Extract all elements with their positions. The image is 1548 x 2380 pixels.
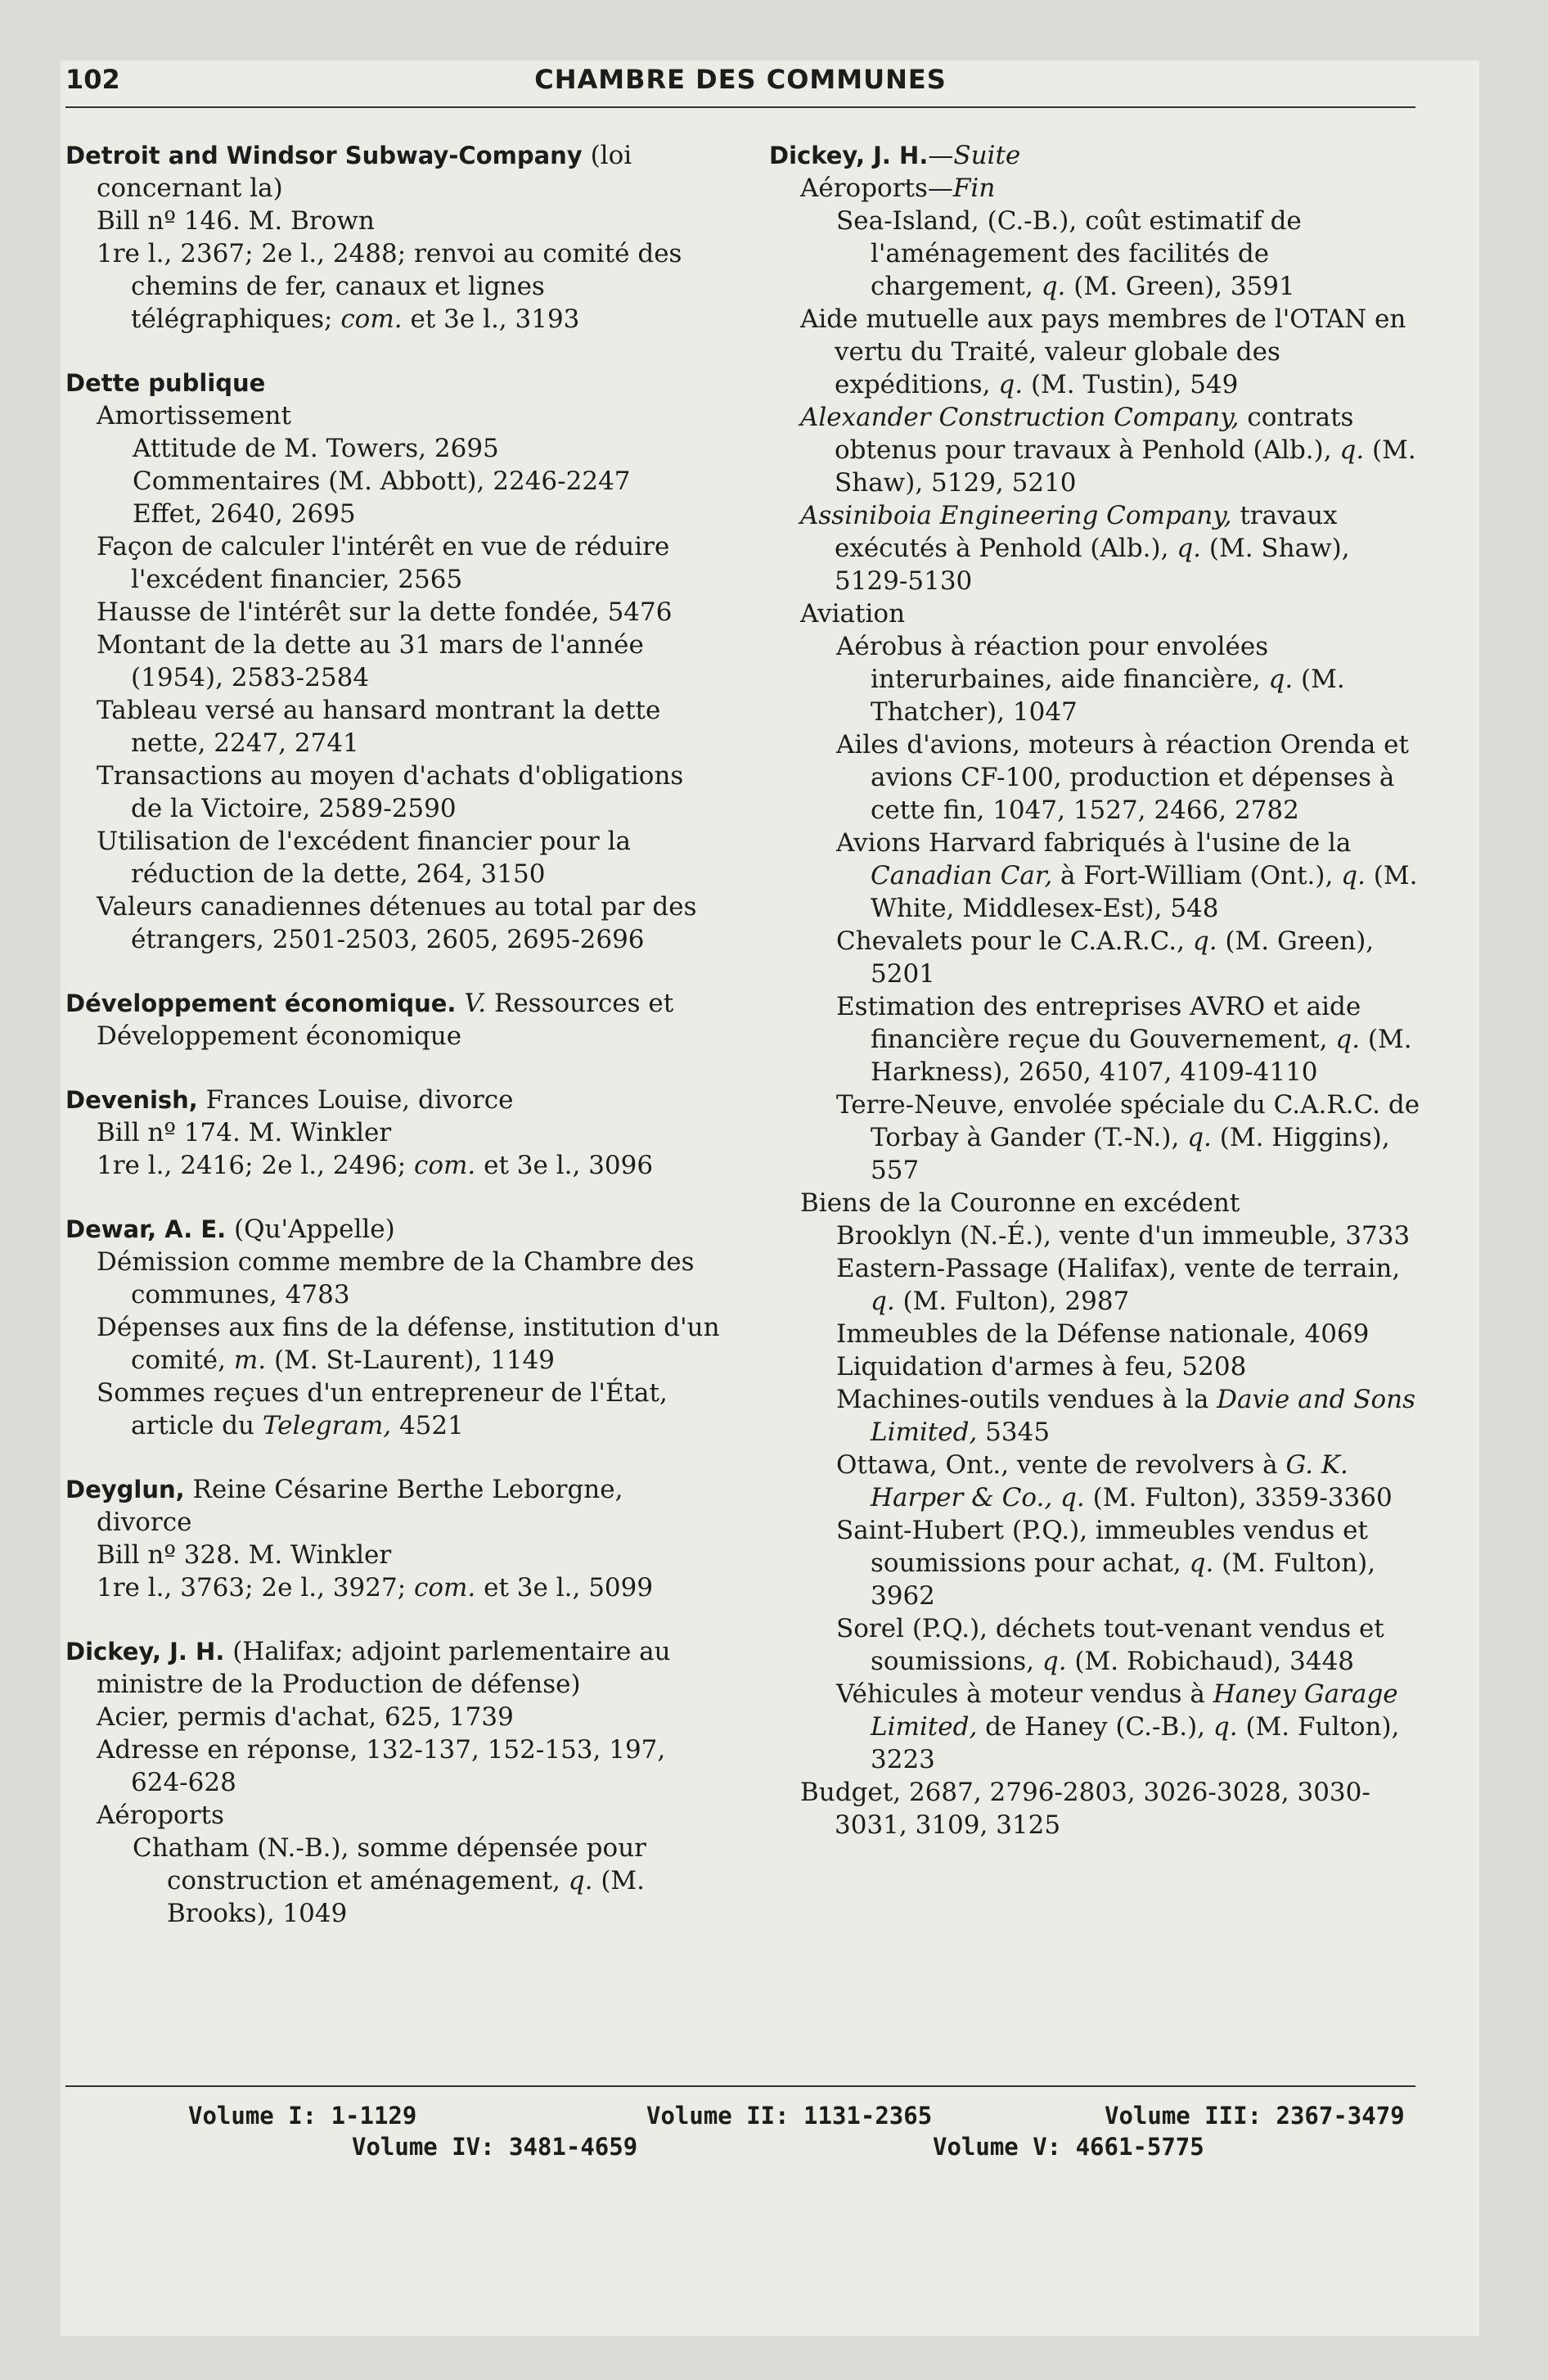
running-title: CHAMBRE DES COMMUNES [534,64,947,95]
entry-dickey [65,1635,720,1930]
entry-heading-line: Développement économique. V. Ressources et Développement économique [65,989,674,1051]
entry-heading-line: Dickey, J. H. (Halifax; adjoint parlementaire au ministre de la Production de défense) [65,1637,671,1699]
bill-line: Bill nº 174. M. Winkler [97,1118,392,1147]
list-item: Adresse en réponse, 132-137, 152-153, 197, 624-628 [97,1735,666,1797]
volume-range: Volume V: 4661-5775 [933,2133,1204,2161]
readings-line: 1re l., 3763; 2e l., 3927; com. et 3e l., 5099 [97,1573,654,1602]
sub-item: Chatham (N.-B.), somme dépensée pour construction et aménagement, q. (M. Brooks), 1049 [133,1833,646,1928]
header-rule [65,106,1415,108]
sub-item: Véhicules à moteur vendus à Haney Garage Limited, de Haney (C.-B.), q. (M. Fulton), 3223 [836,1679,1400,1774]
volume-range: Volume II: 1131-2365 [646,2102,933,2130]
sub-item: Brooklyn (N.-É.), vente d'un immeuble, 3733 [836,1221,1411,1251]
entry-deyglun [65,1473,720,1604]
volume-range: Volume I: 1-1129 [188,2102,417,2130]
footer-rule [65,2085,1415,2087]
entry-heading: Dewar, A. E. [65,1215,227,1243]
entry-heading-line [65,367,720,399]
entry-heading: Dette publique [65,369,266,397]
entry-developpement [65,987,720,1053]
volume-range: Volume IV: 3481-4659 [352,2133,638,2161]
list-item: Budget, 2687, 2796-2803, 3026-3028, 3030-3031, 3109, 3125 [800,1778,1370,1840]
subheading: Aviation [800,599,906,629]
list-item: Valeurs canadiennes détenues au total par des étrangers, 2501-2503, 2605, 2695-2696 [97,892,697,954]
sub-item: Chevalets pour le C.A.R.C., q. (M. Green), 5201 [836,926,1375,989]
page-number: 102 [65,64,120,95]
list-item: Assiniboia Engineering Company, travaux exécutés à Penhold (Alb.), q. (M. Shaw), 5129-5130 [800,501,1350,596]
list-item: Alexander Construction Company, contrats obtenus pour travaux à Penhold (Alb.), q. (M. Shaw), 5129, 5210 [800,403,1416,498]
entry-dewar [65,1213,720,1442]
list-item: Façon de calculer l'intérêt en vue de réduire l'excédent financier, 2565 [97,532,670,594]
right-column [769,139,1424,1841]
sub-item: Eastern-Passage (Halifax), vente de terrain, q. (M. Fulton), 2987 [836,1254,1401,1316]
subheading: Biens de la Couronne en excédent [800,1188,1240,1218]
entry-heading: Développement économique. [65,989,457,1017]
entry-heading-line: Devenish, Frances Louise, divorce [65,1085,514,1115]
list-item: Sommes reçues d'un entrepreneur de l'État, article du Telegram, 4521 [97,1378,668,1440]
list-item: Démission comme membre de la Chambre des communes, 4783 [97,1247,695,1309]
entry-heading-line: Detroit and Windsor Subway-Company (loi concernant la) [65,141,632,203]
sub-item: Sorel (P.Q.), déchets tout-venant vendus et soumissions, q. (M. Robichaud), 3448 [836,1614,1384,1676]
sub-item: Immeubles de la Défense nationale, 4069 [836,1319,1370,1349]
left-column [65,139,720,1961]
subheading: Aéroports [97,1801,224,1830]
list-item: Tableau versé au hansard montrant la dette nette, 2247, 2741 [97,696,661,758]
list-item: Transactions au moyen d'achats d'obligations de la Victoire, 2589-2590 [97,761,684,823]
sub-item: Commentaires (M. Abbott), 2246-2247 [133,467,631,496]
bill-line: Bill nº 146. M. Brown [97,206,375,236]
sub-item: Effet, 2640, 2695 [133,499,356,529]
entry-devenish [65,1084,720,1182]
sub-item: Ottawa, Ont., vente de revolvers à G. K. Harper & Co., q. (M. Fulton), 3359-3360 [836,1450,1393,1512]
subheading: Aéroports—Fin [800,174,996,203]
entry-heading-line: Dewar, A. E. (Qu'Appelle) [65,1215,395,1244]
sub-item: Machines-outils vendues à la Davie and Sons Limited, 5345 [836,1385,1416,1447]
entry-dette-publique [65,367,720,956]
sub-item: Estimation des entreprises AVRO et aide financière reçue du Gouvernement, q. (M. Harkness), 2650, 4107, 4109-4110 [836,992,1412,1087]
list-item: Utilisation de l'excédent financier pour la réduction de la dette, 264, 3150 [97,827,631,889]
continued-heading: Dickey, J. H.—Suite [769,141,1021,170]
subheading: Amortissement [97,401,291,430]
volume-range: Volume III: 2367-3479 [1105,2102,1405,2130]
entry-heading: Devenish, [65,1086,198,1114]
sub-item: Liquidation d'armes à feu, 5208 [836,1352,1247,1382]
list-item: Dépenses aux fins de la défense, institution d'un comité, m. (M. St-Laurent), 1149 [97,1313,720,1375]
bill-line: Bill nº 328. M. Winkler [97,1540,392,1570]
sub-item: Avions Harvard fabriqués à l'usine de la Canadian Car, à Fort-William (Ont.), q. (M. White, Middlesex-Est), 548 [836,828,1418,923]
sub-item: Attitude de M. Towers, 2695 [133,434,499,463]
list-item: Montant de la dette au 31 mars de l'année (1954), 2583-2584 [97,630,644,692]
list-item: Acier, permis d'achat, 625, 1739 [97,1702,514,1732]
entry-heading-line: Deyglun, Reine Césarine Berthe Leborgne, divorce [65,1475,623,1537]
entry-heading: Deyglun, [65,1476,185,1503]
sub-item: Ailes d'avions, moteurs à réaction Orenda et avions CF-100, production et dépenses à cette fin, 1047, 1527, 2466, 2782 [836,730,1409,825]
page-header [65,64,1415,105]
readings-line: 1re l., 2367; 2e l., 2488; renvoi au comité des chemins de fer, canaux et lignes télégraphiques; com. et 3e l., 3193 [97,239,682,334]
list-item: Aide mutuelle aux pays membres de l'OTAN en vertu du Traité, valeur globale des expéditions, q. (M. Tustin), 549 [800,304,1406,399]
entry-detroit [65,139,720,336]
sub-item: Saint-Hubert (P.Q.), immeubles vendus et soumissions pour achat, q. (M. Fulton), 3962 [836,1516,1376,1611]
sub-item: Sea-Island, (C.-B.), coût estimatif de l'aménagement des facilités de chargement, q. (M. Green), 3591 [836,206,1302,301]
list-item: Hausse de l'intérêt sur la dette fondée, 5476 [97,597,673,627]
entry-heading: Dickey, J. H. [65,1638,225,1666]
sub-item: Aérobus à réaction pour envolées interurbaines, aide financière, q. (M. Thatcher), 1047 [836,632,1345,727]
readings-line: 1re l., 2416; 2e l., 2496; com. et 3e l., 3096 [97,1151,654,1180]
entry-heading: Detroit and Windsor Subway-Company [65,142,583,169]
sub-item: Terre-Neuve, envolée spéciale du C.A.R.C. de Torbay à Gander (T.-N.), q. (M. Higgins), 557 [836,1090,1420,1185]
